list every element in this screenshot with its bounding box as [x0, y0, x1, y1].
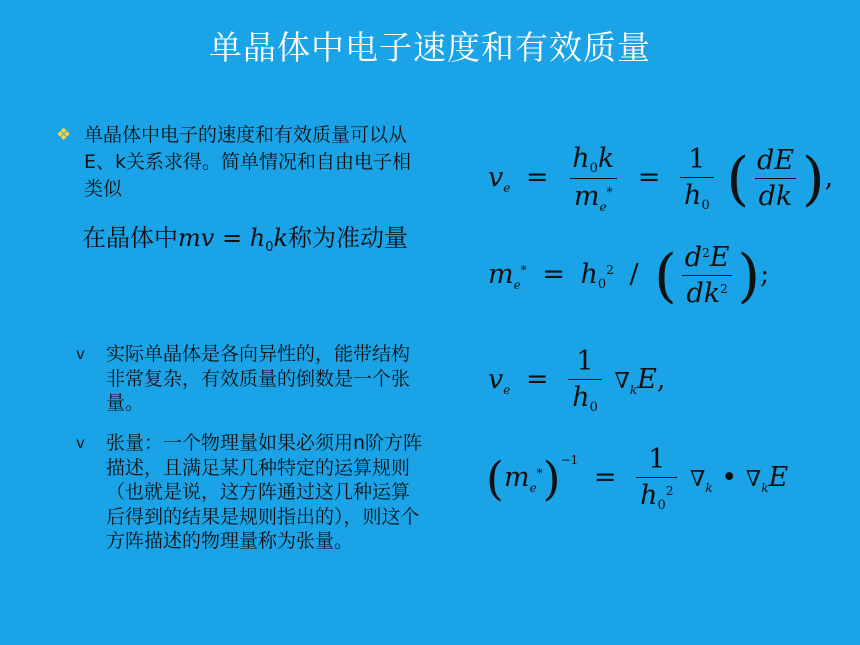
- eq2-den-dk: dk: [686, 278, 721, 309]
- eq2-den-sup: 2: [720, 282, 728, 296]
- eq2-m-sub: e: [513, 278, 521, 292]
- momentum-h: h: [249, 224, 266, 252]
- eq1-den-m: m: [573, 181, 600, 212]
- quasi-momentum-line: [82, 218, 408, 255]
- diamond-bullet-icon: ❖: [56, 125, 72, 145]
- eq2-semicolon: ;: [760, 259, 770, 290]
- eq4-num-1: 1: [648, 444, 666, 475]
- equation-inverse-mass-tensor: [486, 444, 788, 513]
- eq4-den-h-sup: 2: [665, 484, 674, 498]
- bullet-tensor-text: 张量：一个物理量如果必须用n阶方阵描述，且满足某几种特定的运算规则（也就是说，这方阵通过这几种运算后得到的结果是规则指出的），则这个方阵描述的物理量称为张量。: [106, 432, 423, 552]
- eq3-den-h-sub: 0: [589, 400, 598, 415]
- eq1-den-h: h: [684, 180, 702, 211]
- eq3-nabla-sub: k: [629, 383, 638, 397]
- eq2-num-E: E: [709, 242, 730, 273]
- eq4-m: m: [503, 462, 530, 493]
- eq4-m-sub: e: [529, 481, 537, 495]
- eq2-equals: =: [542, 259, 565, 290]
- eq4-nabla1-sub: k: [705, 481, 713, 495]
- eq3-v: v: [488, 364, 504, 395]
- eq1-lparen: (: [726, 144, 749, 213]
- momentum-prefix: 在晶体中: [82, 224, 178, 252]
- eq3-comma: ,: [656, 364, 666, 395]
- eq1-num-k: k: [597, 143, 615, 174]
- eq1-v: v: [488, 162, 504, 193]
- eq1-v-sub: e: [503, 181, 511, 195]
- nabla-icon: ∇: [745, 467, 762, 492]
- eq3-num-1: 1: [576, 346, 594, 377]
- eq3-den-h: h: [572, 382, 590, 413]
- eq2-lparen: (: [654, 241, 677, 310]
- eq1-den-m-sup: *: [606, 185, 613, 199]
- eq1-num-dE: dE: [756, 145, 794, 176]
- eq1-num-h-sub: 0: [589, 161, 598, 176]
- eq3-v-sub: e: [503, 383, 511, 397]
- momentum-k: k: [273, 224, 289, 252]
- eq1-den-m-sub: e: [599, 200, 607, 214]
- eq2-rparen: ): [737, 241, 761, 310]
- eq1-rparen: ): [801, 144, 825, 213]
- eq2-h-sup: 2: [606, 263, 614, 277]
- eq4-E: E: [768, 462, 789, 493]
- eq4-lparen: (: [486, 451, 504, 506]
- momentum-eq: =: [221, 224, 243, 252]
- eq4-frac-1-h2: [636, 444, 677, 513]
- eq4-exponent: −1: [560, 453, 579, 467]
- equation-velocity-gradient: [488, 346, 665, 415]
- nabla-icon: ∇: [690, 467, 706, 492]
- eq4-nabla2-sub: k: [761, 481, 769, 495]
- eq3-frac-1-h: [568, 346, 602, 415]
- eq3-E: E: [637, 364, 657, 395]
- bullet-intro-text: 单晶体中电子的速度和有效质量可以从E、k关系求得。简单情况和自由电子相类似: [84, 124, 412, 200]
- eq1-frac-dE-dk: [753, 145, 798, 212]
- equation-velocity-derivative: [488, 143, 833, 214]
- eq3-equals: =: [525, 364, 549, 395]
- eq1-frac-hk-m: [568, 143, 618, 214]
- eq1-comma: ,: [824, 162, 834, 193]
- dot-product-icon: •: [721, 462, 738, 493]
- eq4-m-sup: *: [536, 466, 543, 480]
- eq1-equals: =: [525, 162, 549, 193]
- eq2-h: h: [580, 259, 598, 290]
- eq1-den-h-sub: 0: [701, 198, 710, 213]
- check-bullet-icon: v: [76, 345, 85, 363]
- eq2-m: m: [488, 259, 514, 290]
- momentum-suffix: 称为准动量: [288, 224, 409, 252]
- eq1-num-1: 1: [688, 144, 706, 175]
- eq2-frac-d2E-dk2: [681, 242, 734, 309]
- momentum-lhs: mv: [178, 224, 215, 252]
- eq1-den-dk: dk: [755, 178, 797, 212]
- eq4-den-h: h: [640, 480, 658, 511]
- eq1-num-h: h: [572, 143, 590, 174]
- eq2-m-sup: *: [520, 263, 527, 277]
- momentum-h-sub: 0: [265, 240, 274, 255]
- eq4-den-h-sub: 0: [657, 498, 666, 513]
- eq1-frac-1-h: [680, 144, 714, 213]
- nabla-icon: ∇: [614, 369, 630, 394]
- bullet-anisotropy-text: 实际单晶体是各向异性的，能带结构非常复杂，有效质量的倒数是一个张量。: [106, 343, 411, 414]
- eq2-num-d: d: [684, 242, 703, 273]
- eq1-equals-2: =: [637, 162, 661, 193]
- slide-title: 单晶体中电子速度和有效质量: [209, 28, 651, 67]
- eq2-slash: /: [629, 259, 639, 290]
- eq2-num-sup: 2: [702, 246, 710, 260]
- check-bullet-icon: v: [76, 434, 85, 452]
- eq4-rparen: ): [542, 451, 561, 506]
- eq2-h-sub: 0: [597, 277, 607, 292]
- equation-effective-mass: [488, 242, 769, 309]
- eq4-equals: =: [593, 462, 617, 493]
